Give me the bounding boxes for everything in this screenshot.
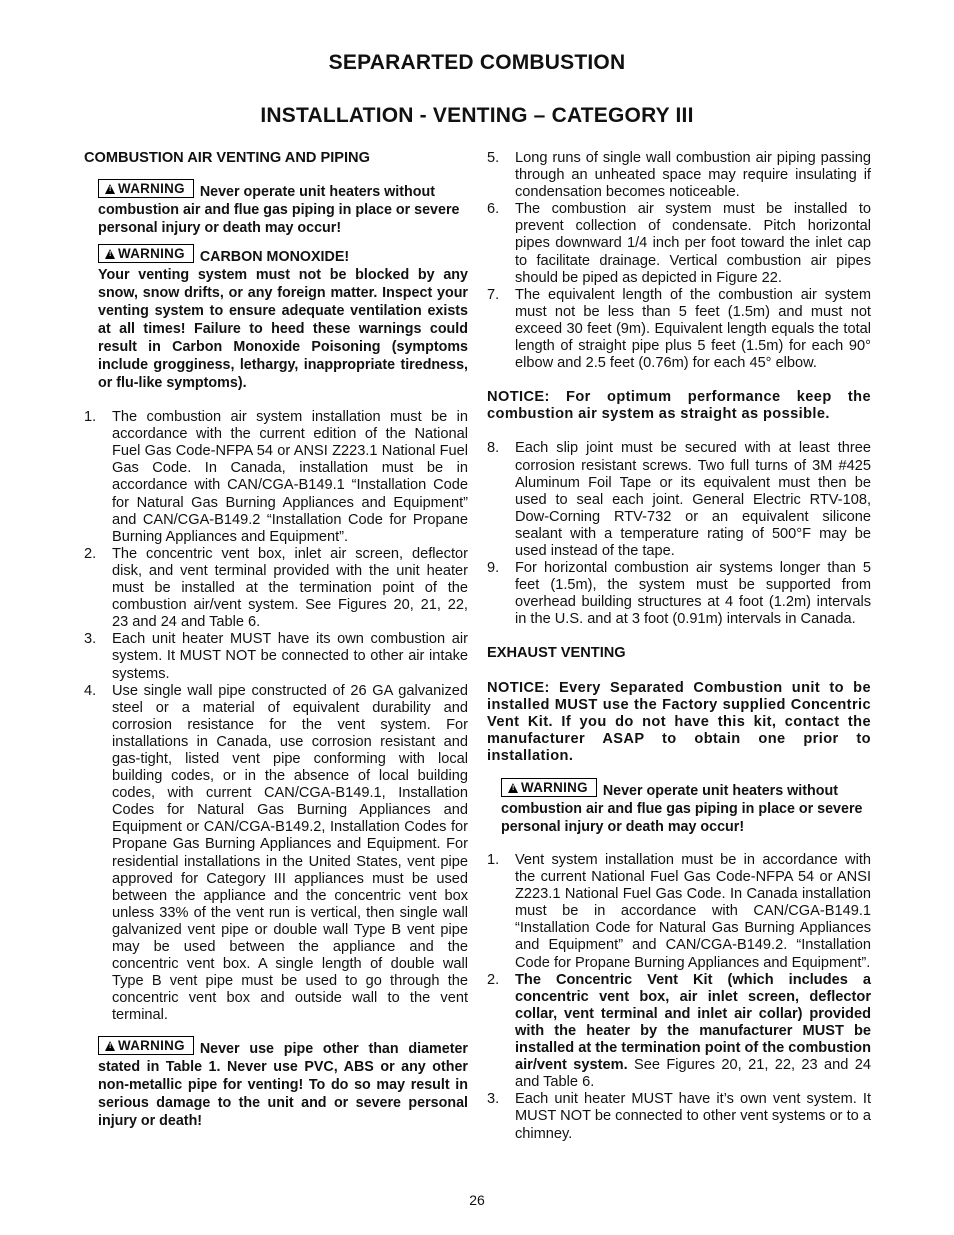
notice-text: NOTICE: For optimum performance keep the combustion air system as straight as possible. <box>487 389 871 423</box>
numbered-list <box>487 150 871 372</box>
list-item <box>84 631 468 682</box>
page-subtitle: INSTALLATION - VENTING – CATEGORY III <box>260 104 694 127</box>
list-item-number: 1. <box>84 409 97 426</box>
list-item-number: 8. <box>487 440 500 457</box>
section-heading: EXHAUST VENTING <box>487 645 626 662</box>
list-item <box>487 287 871 372</box>
list-item-number: 5. <box>487 150 500 166</box>
list-item <box>84 546 468 631</box>
warning-text: Your venting system must not be blocked by any snow, snow drifts, or any foreign matter. Inspect your venting system to ensure adequate ventilation exists at all times! Failure to heed these warnings could result in Carbon Monoxide Poisoning (symptoms include grogginess, lethargy, inappropriate tiredness, or flu-like symptoms). <box>98 267 468 392</box>
list-item-number: 4. <box>84 682 97 699</box>
list-item-text: For horizontal combustion air systems longer than 5 feet (1.5m), the system must be supported from overhead building structures at 4 foot (1.2m) intervals in the U.S. and at 3 foot (0.91m) intervals in Canada. <box>515 560 871 628</box>
warning-block <box>98 1039 468 1130</box>
list-item <box>84 683 468 1025</box>
list-item <box>487 852 871 972</box>
list-item-text: The equivalent length of the combustion air system must not be less than 5 feet (1.5m) and must not exceed 30 feet (9m). Equivalent length equals the total length of straight pipe plus 5 feet (1.5m) for each 90° elbow and 2.5 feet (0.76m) for each 45° elbow. <box>515 286 871 372</box>
page-title: SEPARARTED COMBUSTION <box>328 51 626 74</box>
list-item <box>487 201 871 286</box>
list-item-bold-text: The Concentric Vent Kit (which includes a concentric vent box, air inlet screen, deflector collar, vent terminal and inlet air collar) provided with the heater by the manufacturer MUST be installed at the termination point of the combustion air/vent system. <box>515 971 871 1074</box>
section-heading: COMBUSTION AIR VENTING AND PIPING <box>84 150 370 166</box>
list-item-number: 3. <box>487 1091 500 1108</box>
page-number: 26 <box>469 1192 485 1208</box>
warning-text: Never operate unit heaters without combustion air and flue gas piping in place or severe personal injury or death may occur! <box>501 783 863 835</box>
list-item-text: The concentric vent box, inlet air screen, deflector disk, and vent terminal provided with the unit heater must be installed at the termination point of the combustion air/vent system. See Figures 20, 21, 22, 23 and 24 and Table 6. <box>112 545 468 631</box>
warning-triangle-icon: ! <box>508 783 518 793</box>
list-item-text: The combustion air system installation must be in accordance with the current edition of the National Fuel Gas Code-NFPA 54 or ANSI Z223.1 National Fuel Gas Code. In Canada, installation must be in accordance with CAN/CGA-B149.1 “Installation Code for Natural Gas Burning Appliances and Equipment” and CAN/CGA-B149.2 “Installation Code for Propane Burning Appliances and Equipment”. <box>112 409 468 545</box>
list-item <box>487 440 871 560</box>
warning-block <box>98 182 468 237</box>
list-item-text: See Figures 20, 21, 22, 23 and 24 and Table 6. <box>515 1057 871 1091</box>
list-item-number: 1. <box>487 852 500 868</box>
list-item <box>487 560 871 628</box>
list-item-text: Each slip joint must be secured with at least three corrosion resistant screws. Two full turns of 3M #425 Aluminum Foil Tape or its equivalent must then be used to seal each joint. General Electric RTV-108, Dow-Corning RTV-732 or an equivalent silicone sealant with a temperature rating of 500°F may be used instead of the tape. <box>515 440 871 559</box>
list-item-number: 2. <box>487 971 500 988</box>
list-item <box>84 409 468 546</box>
warning-text: Never operate unit heaters without combustion air and flue gas piping in place or severe personal injury or death may occur! <box>98 184 460 237</box>
list-item <box>487 150 871 201</box>
left-column <box>84 150 468 1130</box>
list-item-number: 9. <box>487 560 500 577</box>
list-item-text: Vent system installation must be in accordance with the current National Fuel Gas Code-NFPA 54 or ANSI Z223.1 National Fuel Gas Code. In Canada installation must be in accordance with CAN/CGA-B149.1 “Installation Code for Natural Gas Burning Appliances and Equipment” and CAN/CGA-B149.2. “Installation Code for Propane Burning Appliances and Equipment”. <box>515 852 871 971</box>
list-item-number: 2. <box>84 545 97 562</box>
list-item-text: Use single wall pipe constructed of 26 GA galvanized steel or a material of equivalent durability and corrosion resistance for the vent system. For installations in Canada, use corrosion resistant and gas-tight, listed vent pipe conforming with local building codes, or in the absence of local building codes, with current CAN/CGA-B149.1, Installation Codes for Natural Gas Burning Appliances and Equipment or CAN/CGA-B149.2, Installation Codes for Propane Gas Burning Appliances and Equipment. For residential installations in the United States, vent pipe approved for Category III appliances must be used between the appliance and the concentric vent box unless 33% of the vent run is vertical, then single wall galvanized vent pipe or double wall Type B vent pipe may be used between the appliance and the concentric vent box. A single length of double wall Type B vent pipe must be used to go through the concentric vent box and outside wall to the vent terminal. <box>112 682 468 1024</box>
warning-badge: ! WARNING <box>98 179 194 198</box>
right-column <box>487 150 871 1143</box>
warning-text: Never use pipe other than diameter stated in Table 1. Never use PVC, ABS or any other non-metallic pipe for venting! To do so may result in serious damage to the unit and or severe personal injury or death! <box>98 1041 468 1130</box>
numbered-list <box>487 852 871 1143</box>
warning-badge: ! WARNING <box>98 1036 194 1055</box>
list-item-number: 7. <box>487 286 500 303</box>
list-item-text: Each unit heater MUST have it’s own vent system. It MUST NOT be connected to other vent systems or to a chimney. <box>515 1091 871 1142</box>
warning-triangle-icon: ! <box>105 1041 115 1051</box>
list-item-text: The combustion air system must be installed to prevent collection of condensate. Pitch horizontal pipes downward 1/4 inch per foot toward the inlet cap to facilitate drainage. Vertical combustion air pipes should be piped as depicted in Figure 22. <box>515 201 871 286</box>
list-item-text: Each unit heater MUST have its own combustion air system. It MUST NOT be connected to other air intake systems. <box>112 631 468 682</box>
warning-triangle-icon: ! <box>105 184 115 194</box>
warning-lead: CARBON MONOXIDE! <box>199 249 350 266</box>
warning-badge: ! WARNING <box>501 778 597 797</box>
warning-block <box>98 247 468 392</box>
list-item-text: Long runs of single wall combustion air piping passing through an unheated space may require insulating if condensation becomes noticeable. <box>515 150 871 201</box>
list-item <box>487 1091 871 1142</box>
warning-triangle-icon: ! <box>105 249 115 259</box>
numbered-list <box>84 409 468 1024</box>
warning-block <box>501 781 871 836</box>
list-item-number: 3. <box>84 631 97 648</box>
list-item <box>487 972 871 1092</box>
list-item-number: 6. <box>487 201 500 218</box>
warning-badge: ! WARNING <box>98 244 194 263</box>
notice-text: NOTICE: Every Separated Combustion unit to be installed MUST use the Factory supplied Concentric Vent Kit. If you do not have this kit, contact the manufacturer ASAP to obtain one prior to installation. <box>487 679 871 764</box>
numbered-list <box>487 440 871 628</box>
